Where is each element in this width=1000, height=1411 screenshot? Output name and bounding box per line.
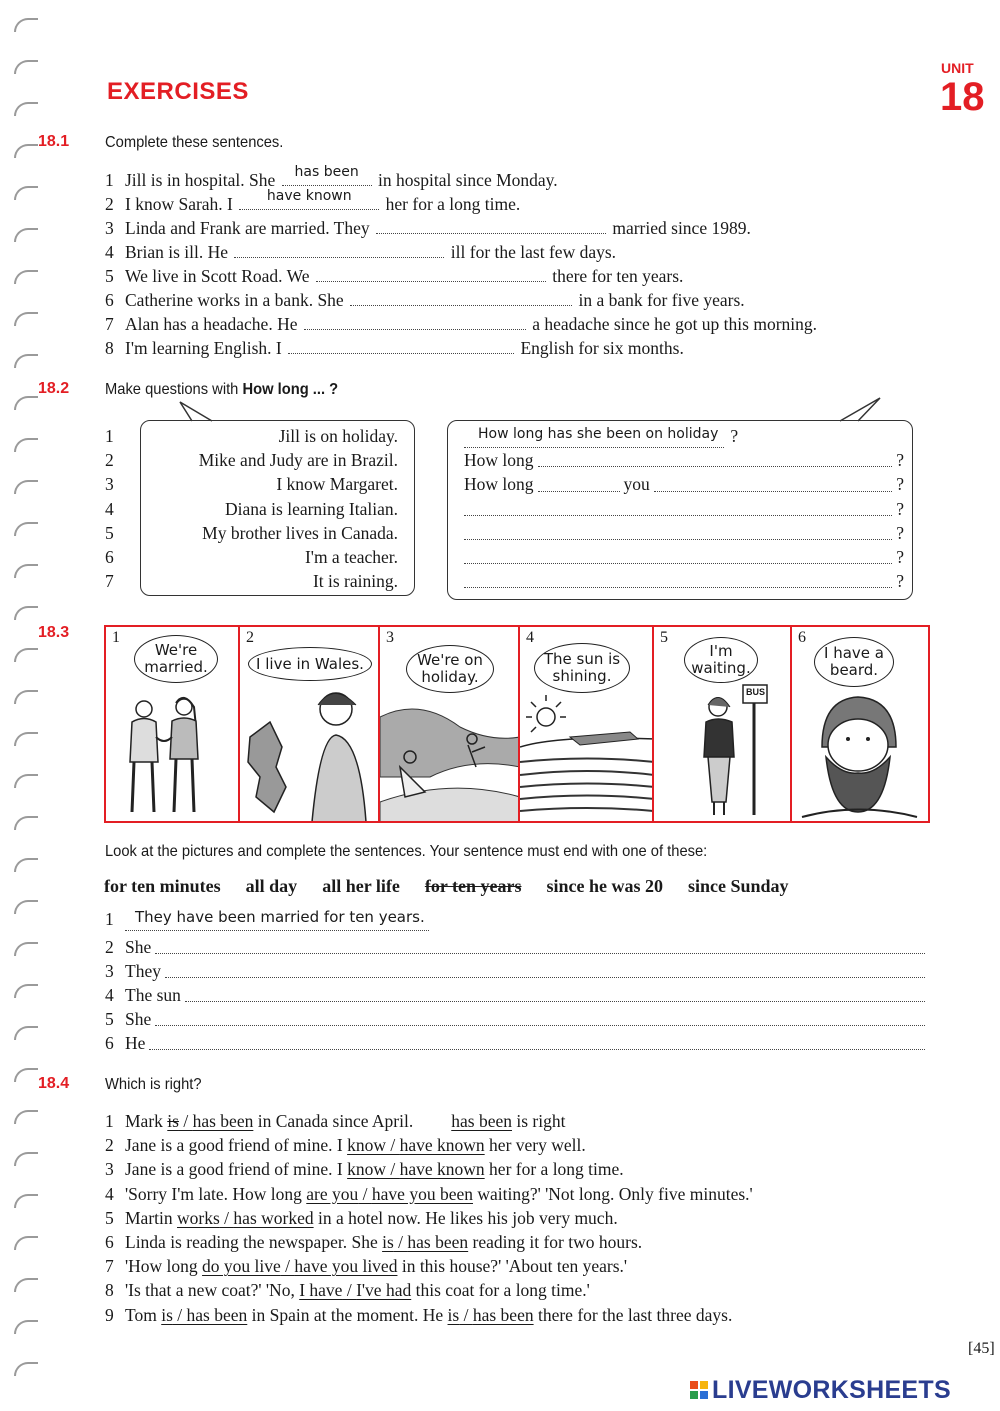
answer-blank[interactable] [185, 987, 925, 1002]
sentence-line [105, 959, 925, 983]
picture-4 [520, 627, 654, 821]
example-sentence-text: They have been married for ten years. [135, 908, 425, 926]
woman-at-bus-stop-illustration [654, 627, 792, 821]
choice-option[interactable]: have known [399, 1159, 485, 1180]
line-number: 2 [105, 194, 114, 214]
choice[interactable]: is / has been [167, 1111, 254, 1131]
answer-blank[interactable] [654, 477, 892, 492]
question-mark: ? [896, 450, 904, 471]
sentence-text: Martin [125, 1207, 178, 1228]
sentence-text: her for a long time. [484, 1159, 624, 1180]
couple-illustration [106, 627, 240, 821]
choice-option[interactable]: has been [472, 1304, 534, 1325]
picture-number: 6 [798, 629, 806, 646]
choice-option[interactable]: know [347, 1135, 386, 1156]
line-number: 7 [105, 1256, 114, 1277]
sentence-start: She [125, 937, 152, 957]
choice[interactable]: do you live / have you lived [202, 1256, 398, 1277]
answer-row [464, 545, 904, 569]
speech-bubble: We're on holiday. [406, 645, 494, 693]
statement: It is raining. [312, 571, 398, 592]
exercise-18-1-instruction: Complete these sentences. [105, 134, 284, 151]
answer-row [464, 448, 904, 472]
answer-blank[interactable] [464, 501, 892, 516]
sentence-line [105, 1182, 753, 1206]
question-mark: ? [896, 474, 904, 495]
sentence-start: We live in Scott Road. We [125, 266, 314, 286]
picture-6 [792, 627, 928, 821]
unit-number: 18 [940, 75, 985, 119]
line-number: 5 [105, 1207, 114, 1228]
line-number: 6 [105, 290, 114, 310]
woman-and-map-illustration [240, 627, 380, 821]
line-number: 2 [105, 1135, 114, 1156]
sentence-text: her very well. [484, 1135, 586, 1156]
sentence-line [105, 1254, 627, 1278]
beach-illustration [380, 627, 520, 821]
phrase-option: all day [245, 876, 298, 896]
answer-blank[interactable] [464, 573, 892, 588]
phrase-option: since Sunday [687, 876, 789, 896]
exercise-18-3-instruction: Look at the pictures and complete the sentences. Your sentence must end with one of these: [105, 843, 708, 860]
statement: I'm a teacher. [304, 546, 398, 567]
instruction-bold: How long ... ? [242, 381, 339, 398]
page-title: EXERCISES [107, 78, 249, 105]
choice-option[interactable]: is [167, 1111, 179, 1131]
bus-sign: BUS [746, 687, 766, 697]
line-number: 8 [105, 1280, 114, 1301]
sentence-start: They [125, 961, 161, 981]
choice-option[interactable]: is [382, 1232, 394, 1252]
choice-option[interactable]: I've had [356, 1280, 412, 1301]
answer-blank[interactable] [464, 549, 892, 564]
example-answer-text: How long has she been on holiday [478, 425, 719, 442]
answer-blank[interactable] [464, 525, 892, 540]
line-number: 5 [105, 522, 114, 543]
sentence-start: Jill is in hospital. She [125, 170, 280, 190]
sentence-text: waiting?' 'Not long. Only five minutes.' [472, 1183, 753, 1204]
sentence-end: in hospital since Monday. [373, 170, 558, 190]
choice[interactable]: know / have known [347, 1135, 485, 1156]
sentence-line [105, 1031, 925, 1055]
picture-5 [654, 627, 792, 821]
choice-option[interactable]: is [447, 1304, 460, 1325]
sentence-end: a headache since he got up this morning. [527, 314, 818, 334]
line-number: 1 [105, 170, 114, 190]
line-number: 1 [105, 909, 114, 929]
picture-number: 5 [660, 629, 668, 646]
speech-bubble: The sun is shining. [534, 643, 630, 693]
exercise-18-4-instruction: Which is right? [105, 1076, 202, 1093]
sunny-sea-illustration [520, 627, 654, 821]
phrase-option: for ten years [424, 876, 522, 896]
choice[interactable]: is / has been [447, 1304, 534, 1325]
sentence-start: Alan has a headache. He [125, 314, 302, 334]
sentence-line [105, 983, 925, 1007]
exercise-number-18-4: 18.4 [38, 1075, 70, 1092]
handwritten-answer: has been [294, 164, 359, 180]
line-number: 3 [105, 474, 114, 495]
answer-middle: you [623, 474, 650, 495]
line-number: 4 [105, 242, 114, 262]
answer-row [464, 497, 904, 521]
sentence-text: 'Sorry I'm late. How long [125, 1183, 307, 1204]
line-number: 2 [105, 450, 114, 471]
picture-1 [106, 627, 240, 821]
line-number: 4 [105, 1183, 114, 1204]
exercise-18-2-numbers [105, 424, 114, 593]
statement: I know Margaret. [276, 474, 398, 495]
sentence-start: Linda and Frank are married. They [125, 218, 374, 238]
example-answer [464, 420, 724, 448]
choice-option[interactable]: has been [192, 1111, 254, 1131]
answer-blank[interactable] [155, 939, 925, 954]
line-number: 3 [105, 1159, 114, 1180]
answer-blank[interactable] [538, 452, 893, 467]
question-mark: ? [896, 522, 904, 543]
line-number: 6 [105, 546, 114, 567]
phrase-option: for ten minutes [104, 876, 221, 896]
sentence-line [105, 1278, 590, 1302]
line-number: 3 [105, 961, 114, 981]
picture-number: 3 [386, 629, 394, 646]
sentence-text: Linda is reading the newspaper. She [125, 1232, 383, 1252]
phrase-option: all her life [322, 876, 400, 896]
statement: Mike and Judy are in Brazil. [198, 450, 398, 471]
picture-number: 2 [246, 629, 254, 646]
sentence-start: The sun [125, 985, 181, 1005]
exercise-18-2-statements [140, 424, 398, 593]
sentence-text: reading it for two hours. [468, 1232, 643, 1252]
choice[interactable]: is / has been [382, 1232, 469, 1252]
instruction-text: Make questions with [105, 381, 243, 398]
line-number: 1 [105, 1111, 114, 1131]
exercise-number-18-2: 18.2 [38, 380, 70, 397]
sentence-text: in this house?' 'About ten years.' [397, 1256, 628, 1277]
choice-option[interactable]: has been [407, 1232, 469, 1252]
sentence-text: Mark [125, 1111, 168, 1131]
line-number: 4 [105, 985, 114, 1005]
exercise-number-18-1: 18.1 [38, 133, 70, 150]
bearded-man-illustration [792, 627, 927, 821]
sentence-line [105, 1303, 732, 1327]
choice-option[interactable]: have you been [371, 1183, 473, 1204]
unit-label: UNIT [941, 60, 974, 76]
line-number: 7 [105, 571, 114, 592]
sentence-text: this coat for a long time.' [411, 1280, 590, 1301]
sentence-start: He [125, 1033, 146, 1053]
sentence-end: her for a long time. [381, 194, 521, 214]
choice[interactable]: I have / I've had [299, 1280, 412, 1301]
answer-note: is right [512, 1111, 566, 1131]
sentence-text: in Canada since April. [253, 1111, 414, 1131]
sentence-start: Brian is ill. He [125, 242, 233, 262]
sentence-text: in a hotel now. He likes his job very much. [313, 1207, 618, 1228]
answer-blank[interactable] [538, 477, 620, 492]
picture-number: 1 [112, 629, 120, 646]
answer-start: How long [464, 450, 534, 471]
picture-2 [240, 627, 380, 821]
line-number: 6 [105, 1033, 114, 1053]
sentence-end: married since 1989. [607, 218, 751, 238]
choice-option[interactable]: has been [186, 1304, 248, 1325]
sentence-text: Jane is a good friend of mine. I [125, 1159, 348, 1180]
sentence-line [105, 1157, 624, 1181]
line-number: 8 [105, 338, 114, 358]
picture-number: 4 [526, 629, 534, 646]
answer-row [464, 569, 904, 593]
statement: Diana is learning Italian. [225, 498, 398, 519]
sentence-start: I'm learning English. I [125, 338, 287, 358]
sentence-line [105, 935, 925, 959]
question-mark: ? [896, 546, 904, 567]
sentence-line-1 [105, 907, 925, 931]
line-number: 4 [105, 498, 114, 519]
choice-option[interactable]: know [347, 1159, 386, 1180]
sentence-text: Tom [125, 1304, 162, 1325]
speech-bubble: I'm waiting. [684, 637, 758, 683]
liveworksheets-brand: LIVEWORKSHEETS [712, 1376, 951, 1404]
question-mark: ? [896, 571, 904, 592]
sentence-text: 'How long [125, 1256, 203, 1277]
line-number: 5 [105, 266, 114, 286]
answer-row [464, 472, 904, 496]
speech-bubble: I have a beard. [814, 637, 894, 687]
choice[interactable]: is / has been [161, 1304, 248, 1325]
picture-strip [104, 625, 930, 823]
handwritten-answer: have known [266, 188, 352, 204]
exercise-number-18-3: 18.3 [38, 624, 70, 641]
choice-option[interactable]: works [177, 1207, 220, 1228]
line-number: 5 [105, 1009, 114, 1029]
sentence-line [105, 1133, 586, 1157]
choice-option[interactable]: are you [306, 1183, 359, 1204]
answer-start: How long [464, 474, 534, 495]
answer-row [464, 424, 904, 448]
sentence-text: 'Is that a new coat?' 'No, [125, 1280, 300, 1301]
statement: Jill is on holiday. [278, 426, 398, 446]
sentence-text: in Spain at the moment. He [247, 1304, 448, 1325]
page-number: [45] [968, 1340, 995, 1357]
choice[interactable]: know / have known [347, 1159, 485, 1180]
answer-blank[interactable] [155, 1011, 925, 1026]
choice[interactable]: works / has worked [177, 1207, 314, 1228]
speech-bubble: I live in Wales. [248, 647, 372, 681]
choice[interactable]: are you / have you been [306, 1183, 473, 1204]
answer: has been [451, 1111, 512, 1131]
liveworksheets-logo-icon [690, 1381, 708, 1399]
example-sentence [125, 904, 429, 931]
choice-option[interactable]: I have [299, 1280, 343, 1301]
line-number: 7 [105, 314, 114, 334]
line-number: 3 [105, 218, 114, 238]
phrase-options [104, 876, 814, 897]
sentence-end: ill for the last few days. [446, 242, 617, 262]
sentence-line [105, 1007, 925, 1031]
answer-blank[interactable] [149, 1035, 925, 1050]
question-mark: ? [896, 498, 904, 519]
choice-option[interactable]: have you lived [294, 1256, 398, 1277]
choice-option[interactable]: has worked [233, 1207, 314, 1228]
picture-3 [380, 627, 520, 821]
exercise-18-2-answers [464, 424, 904, 593]
line-number: 9 [105, 1304, 114, 1325]
sentence-end: in a bank for five years. [574, 290, 745, 310]
line-number: 2 [105, 937, 114, 957]
phrase-option: since he was 20 [546, 876, 663, 896]
speech-bubble: We're married. [134, 635, 218, 683]
question-mark: ? [730, 425, 739, 446]
line-number: 6 [105, 1232, 114, 1252]
sentence-text: there for the last three days. [533, 1304, 733, 1325]
sentence-start: She [125, 1009, 152, 1029]
sentence-start: I know Sarah. I [125, 194, 238, 214]
sentence-line [105, 1230, 642, 1254]
sentence-line [105, 1109, 565, 1133]
choice-option[interactable]: is [161, 1304, 173, 1325]
choice-option[interactable]: have known [399, 1135, 485, 1156]
sentence-line [105, 1206, 618, 1230]
answer-blank[interactable] [165, 963, 925, 978]
line-number: 1 [105, 426, 114, 446]
answer-row [464, 521, 904, 545]
sentence-end: English for six months. [516, 338, 684, 358]
choice-option[interactable]: do you live [202, 1256, 281, 1277]
statement: My brother lives in Canada. [202, 522, 398, 543]
sentence-start: Catherine works in a bank. She [125, 290, 349, 310]
sentence-end: there for ten years. [547, 266, 684, 286]
sentence-text: Jane is a good friend of mine. I [125, 1135, 348, 1156]
